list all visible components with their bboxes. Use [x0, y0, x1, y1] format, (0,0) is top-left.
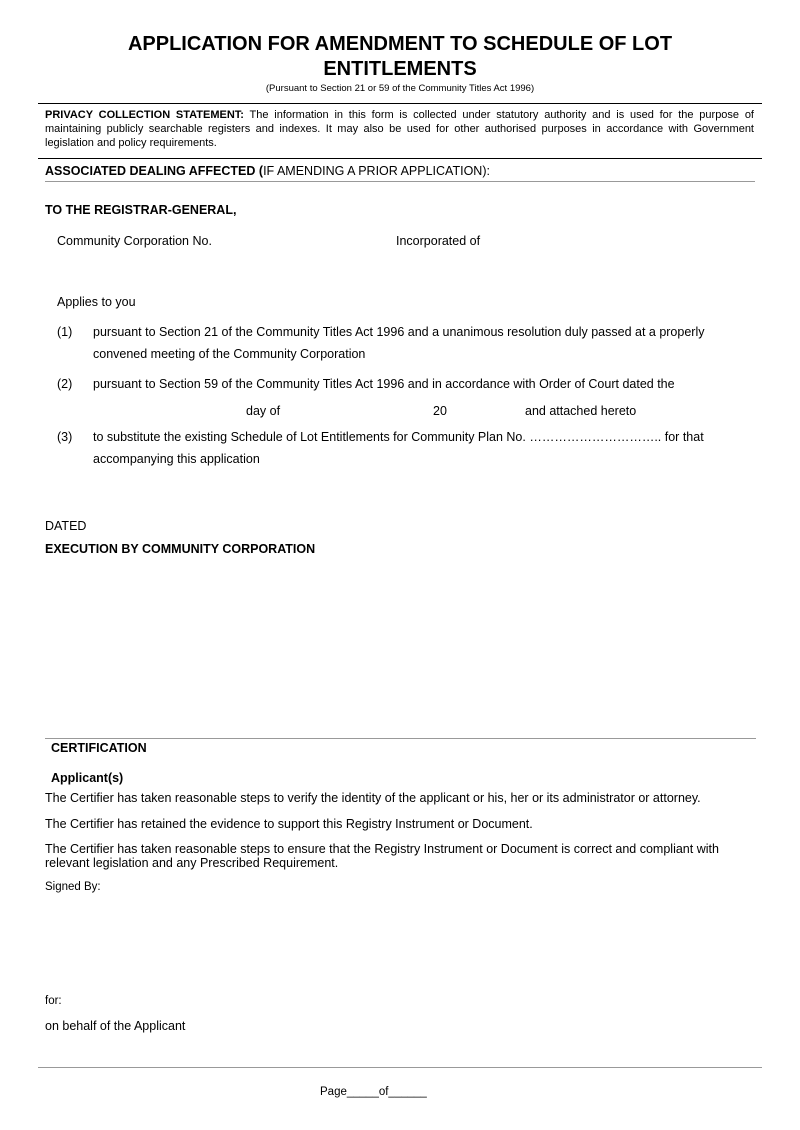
on-behalf-label: on behalf of the Applicant [45, 1019, 186, 1033]
form-subtitle: (Pursuant to Section 21 or 59 of the Community Titles Act 1996) [265, 83, 535, 94]
day-of-label: day of [246, 404, 281, 418]
registrar-heading: TO THE REGISTRAR-GENERAL, [45, 203, 237, 217]
applies-to-label: Applies to you [57, 295, 136, 309]
associated-dealing-label: ASSOCIATED DEALING AFFECTED ( [45, 164, 264, 178]
privacy-statement [45, 108, 754, 150]
form-title-line2: ENTITLEMENTS [323, 58, 477, 80]
divider [38, 158, 762, 159]
certification-statement: The Certifier has taken reasonable steps to ensure that the Registry Instrument or Document is correct and compliant with relevant legislation and any Prescribed Requirement. [45, 842, 719, 870]
certification-statement: The Certifier has taken reasonable steps to verify the identity of the applicant or his, her or its administrator or attorney. [45, 791, 701, 805]
divider [38, 1067, 762, 1068]
item-number: (3) [57, 430, 73, 444]
item-number: (2) [57, 377, 73, 391]
item-number: (1) [57, 325, 73, 339]
privacy-text: The information in this form is collected under statutory authority and is used for the purpose of maintaining publicly searchable registers and indexes. It may also be used for other authorised purposes in accordance with Government legislation and policy requirements. [45, 109, 754, 149]
item-text: pursuant to Section 59 of the Community Titles Act 1996 and in accordance with Order of Court dated the [93, 377, 675, 391]
year-label: 20 [433, 404, 447, 418]
associated-dealing-note: IF AMENDING A PRIOR APPLICATION): [263, 164, 490, 178]
execution-heading: EXECUTION BY COMMUNITY CORPORATION [45, 542, 316, 556]
item-text: pursuant to Section 21 of the Community Titles Act 1996 and a unanimous resolution duly passed at a properly convened meeting of the Community Corporation [93, 325, 705, 361]
privacy-label: PRIVACY COLLECTION STATEMENT: [45, 109, 244, 121]
applicants-heading: Applicant(s) [51, 771, 124, 785]
divider [45, 738, 756, 739]
for-label: for: [45, 995, 62, 1007]
dated-label: DATED [45, 519, 87, 533]
associated-dealing [45, 164, 490, 178]
attached-label: and attached hereto [525, 404, 637, 418]
associated-dealing-field-line [45, 181, 755, 182]
corporation-number-label: Community Corporation No. [57, 234, 212, 248]
certification-heading: CERTIFICATION [51, 741, 147, 755]
page-number: Page_____of______ [320, 1086, 427, 1098]
signed-by-label: Signed By: [45, 881, 101, 893]
form-title-line1: APPLICATION FOR AMENDMENT TO SCHEDULE OF LOT [127, 33, 673, 55]
certification-statement: The Certifier has retained the evidence to support this Registry Instrument or Document. [45, 817, 533, 831]
divider [38, 103, 762, 104]
item-text: to substitute the existing Schedule of Lot Entitlements for Community Plan No. ………………………….. for that accompanying this application [93, 430, 704, 466]
incorporated-of-label: Incorporated of [396, 234, 481, 248]
